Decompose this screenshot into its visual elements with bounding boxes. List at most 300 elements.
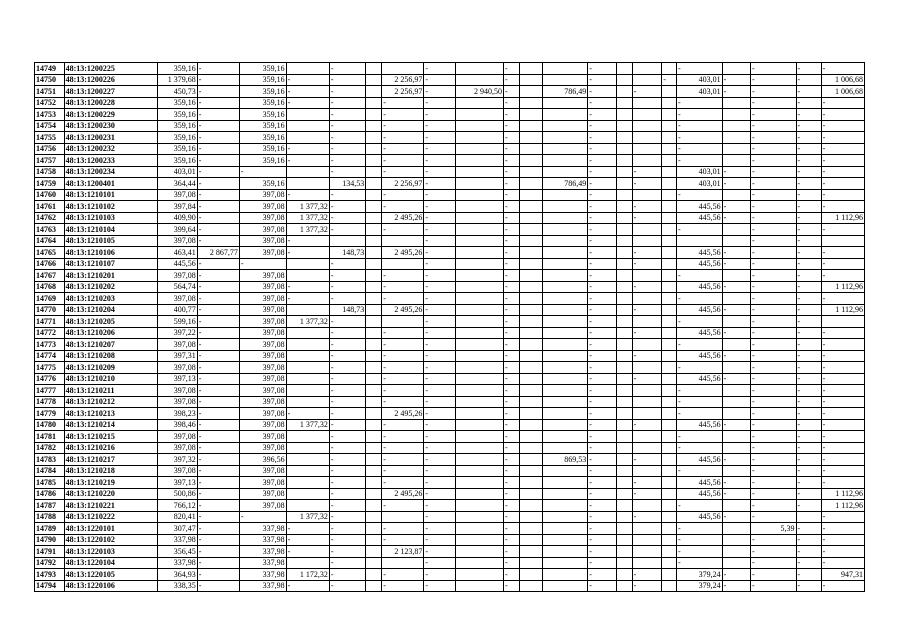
row-id-cell: 14793 (35, 569, 65, 581)
value-cell (616, 408, 632, 420)
value-cell (456, 120, 504, 132)
value-cell (456, 569, 504, 581)
value-cell: - (286, 155, 329, 167)
value-cell: - (424, 293, 456, 305)
value-cell (632, 523, 662, 535)
value-cell: - (329, 488, 365, 500)
value-cell (519, 212, 542, 224)
value-cell (519, 327, 542, 339)
value-cell (722, 385, 750, 397)
value-cell (632, 97, 662, 109)
value-cell: - (286, 86, 329, 98)
value-cell: - (751, 477, 797, 489)
value-cell (456, 247, 504, 259)
value-cell: - (424, 270, 456, 282)
table-row (35, 109, 865, 121)
value-cell: - (821, 120, 864, 132)
value-cell: - (751, 258, 797, 270)
value-cell: - (751, 63, 797, 75)
value-cell: - (329, 396, 365, 408)
value-cell: 1 377,32 (286, 212, 329, 224)
value-cell: - (677, 500, 723, 512)
value-cell: - (821, 258, 864, 270)
value-cell (616, 189, 632, 201)
value-cell: 786,49 (542, 86, 588, 98)
value-cell: - (197, 293, 239, 305)
value-cell (662, 500, 677, 512)
value-cell (519, 546, 542, 558)
value-cell: - (382, 189, 424, 201)
value-cell: - (677, 408, 723, 420)
value-cell: - (796, 477, 821, 489)
value-cell: - (197, 132, 239, 144)
row-id-cell: 14792 (35, 557, 65, 569)
value-cell (616, 511, 632, 523)
value-cell: - (197, 258, 239, 270)
value-cell: - (588, 511, 616, 523)
value-cell: - (588, 500, 616, 512)
value-cell: - (722, 86, 750, 98)
value-cell (632, 120, 662, 132)
value-cell (632, 293, 662, 305)
value-cell: - (751, 178, 797, 190)
value-cell (632, 235, 662, 247)
value-cell: - (286, 247, 329, 259)
value-cell: - (722, 373, 750, 385)
row-id-cell: 14789 (35, 523, 65, 535)
value-cell: - (504, 546, 520, 558)
value-cell: - (382, 109, 424, 121)
value-cell: - (329, 327, 365, 339)
value-cell: - (329, 523, 365, 535)
value-cell (542, 339, 588, 351)
value-cell: - (382, 465, 424, 477)
value-cell: - (504, 155, 520, 167)
value-cell: 359,16 (239, 178, 286, 190)
row-id-cell: 14749 (35, 63, 65, 75)
value-cell: - (382, 523, 424, 535)
row-id-cell: 14791 (35, 546, 65, 558)
cadastral-number-cell: 48:13:1220103 (64, 546, 157, 558)
cadastral-number-cell: 48:13:1200228 (64, 97, 157, 109)
value-cell: - (796, 143, 821, 155)
value-cell: - (796, 74, 821, 86)
value-cell (662, 201, 677, 213)
value-cell (542, 63, 588, 75)
value-cell (519, 511, 542, 523)
value-cell: 397,08 (239, 293, 286, 305)
value-cell: - (424, 523, 456, 535)
value-cell: - (751, 580, 797, 592)
cadastral-number-cell: 48:13:1210207 (64, 339, 157, 351)
cadastral-number-cell: 48:13:1210107 (64, 258, 157, 270)
value-cell: - (588, 109, 616, 121)
value-cell: - (329, 500, 365, 512)
row-id-cell: 14778 (35, 396, 65, 408)
value-cell (519, 189, 542, 201)
value-cell: - (424, 224, 456, 236)
value-cell (677, 235, 723, 247)
value-cell (519, 569, 542, 581)
value-cell (366, 431, 382, 443)
value-cell: 397,08 (239, 500, 286, 512)
value-cell (366, 166, 382, 178)
value-cell: - (588, 396, 616, 408)
value-cell: - (382, 534, 424, 546)
value-cell: - (382, 166, 424, 178)
value-cell (662, 339, 677, 351)
value-cell (542, 488, 588, 500)
table-row (35, 304, 865, 316)
cadastral-number-cell: 48:13:1220105 (64, 569, 157, 581)
value-cell (456, 74, 504, 86)
cadastral-number-cell: 48:13:1210208 (64, 350, 157, 362)
value-cell (366, 454, 382, 466)
value-cell: 2 256,97 (382, 86, 424, 98)
value-cell: - (382, 362, 424, 374)
value-cell: - (588, 270, 616, 282)
value-cell: - (751, 304, 797, 316)
table-row (35, 396, 865, 408)
value-cell: - (197, 534, 239, 546)
value-cell (542, 74, 588, 86)
value-cell: - (677, 63, 723, 75)
value-cell: - (588, 316, 616, 328)
value-cell: - (796, 523, 821, 535)
cadastral-number-cell: 48:13:1210103 (64, 212, 157, 224)
value-cell: - (677, 385, 723, 397)
value-cell (286, 109, 329, 121)
value-cell (616, 178, 632, 190)
value-cell (616, 546, 632, 558)
row-id-cell: 14772 (35, 327, 65, 339)
value-cell (662, 580, 677, 592)
value-cell (542, 500, 588, 512)
value-cell: 445,56 (677, 511, 723, 523)
value-cell (366, 235, 382, 247)
value-cell: - (286, 143, 329, 155)
value-cell: 337,98 (239, 546, 286, 558)
value-cell: - (588, 74, 616, 86)
table-row (35, 339, 865, 351)
cadastral-number-cell: 48:13:1200229 (64, 109, 157, 121)
value-cell (722, 224, 750, 236)
value-cell: - (677, 523, 723, 535)
value-cell (632, 534, 662, 546)
value-cell (382, 258, 424, 270)
table-row (35, 523, 865, 535)
value-cell (456, 166, 504, 178)
value-cell (519, 293, 542, 305)
value-cell: - (424, 281, 456, 293)
value-cell: - (722, 569, 750, 581)
value-cell (366, 477, 382, 489)
value-cell (662, 396, 677, 408)
value-cell (366, 120, 382, 132)
cadastral-number-cell: 48:13:1210215 (64, 431, 157, 443)
value-cell: - (329, 212, 365, 224)
value-cell: - (329, 362, 365, 374)
value-cell: - (588, 373, 616, 385)
value-cell (519, 224, 542, 236)
row-id-cell: 14770 (35, 304, 65, 316)
value-cell: - (588, 431, 616, 443)
value-cell (456, 396, 504, 408)
row-id-cell: 14750 (35, 74, 65, 86)
value-cell: 397,08 (239, 362, 286, 374)
value-cell: - (751, 120, 797, 132)
value-cell: - (424, 385, 456, 397)
value-cell: - (796, 465, 821, 477)
value-cell: 2 256,97 (382, 178, 424, 190)
value-cell: - (751, 511, 797, 523)
value-cell (632, 63, 662, 75)
value-cell: - (796, 327, 821, 339)
value-cell: - (751, 212, 797, 224)
value-cell: - (751, 419, 797, 431)
value-cell: 379,24 (677, 580, 723, 592)
value-cell: - (722, 304, 750, 316)
value-cell: 450,73 (157, 86, 197, 98)
value-cell (542, 120, 588, 132)
value-cell: - (588, 523, 616, 535)
value-cell: - (796, 373, 821, 385)
value-cell: - (821, 523, 864, 535)
value-cell (722, 362, 750, 374)
row-id-cell: 14780 (35, 419, 65, 431)
cadastral-number-cell: 48:13:1220104 (64, 557, 157, 569)
value-cell: - (821, 201, 864, 213)
value-cell (519, 442, 542, 454)
value-cell: - (329, 86, 365, 98)
value-cell (519, 500, 542, 512)
value-cell: - (821, 132, 864, 144)
value-cell (632, 442, 662, 454)
value-cell: - (197, 270, 239, 282)
value-cell: - (329, 155, 365, 167)
row-id-cell: 14751 (35, 86, 65, 98)
value-cell: - (504, 396, 520, 408)
value-cell: 134,53 (329, 178, 365, 190)
value-cell: - (821, 465, 864, 477)
value-cell: - (329, 408, 365, 420)
value-cell: - (677, 339, 723, 351)
value-cell (286, 385, 329, 397)
value-cell: - (382, 281, 424, 293)
value-cell (632, 189, 662, 201)
table-row (35, 143, 865, 155)
value-cell: - (632, 166, 662, 178)
value-cell: - (751, 488, 797, 500)
value-cell: - (286, 534, 329, 546)
value-cell (456, 201, 504, 213)
value-cell: 445,56 (677, 419, 723, 431)
value-cell: - (588, 534, 616, 546)
value-cell: - (677, 431, 723, 443)
value-cell: - (751, 316, 797, 328)
value-cell: 1 377,32 (286, 511, 329, 523)
value-cell: - (329, 316, 365, 328)
value-cell (519, 281, 542, 293)
value-cell (616, 580, 632, 592)
value-cell (366, 178, 382, 190)
value-cell: - (821, 109, 864, 121)
value-cell: - (677, 316, 723, 328)
value-cell: - (286, 580, 329, 592)
value-cell: - (329, 534, 365, 546)
value-cell: 359,16 (239, 63, 286, 75)
value-cell (456, 304, 504, 316)
value-cell (366, 270, 382, 282)
cadastral-number-cell: 48:13:1210105 (64, 235, 157, 247)
value-cell (616, 316, 632, 328)
value-cell: - (722, 350, 750, 362)
value-cell: - (197, 396, 239, 408)
value-cell: - (632, 419, 662, 431)
value-cell: - (504, 500, 520, 512)
value-cell: - (286, 408, 329, 420)
value-cell (286, 488, 329, 500)
value-cell: 397,08 (239, 442, 286, 454)
value-cell: - (751, 385, 797, 397)
value-cell: 337,98 (239, 569, 286, 581)
value-cell: - (722, 201, 750, 213)
value-cell (662, 511, 677, 523)
value-cell: - (796, 120, 821, 132)
table-row (35, 408, 865, 420)
value-cell (662, 465, 677, 477)
value-cell: 399,64 (157, 224, 197, 236)
value-cell: - (677, 396, 723, 408)
row-id-cell: 14754 (35, 120, 65, 132)
value-cell (456, 419, 504, 431)
cadastral-number-cell: 48:13:1210104 (64, 224, 157, 236)
value-cell (616, 132, 632, 144)
value-cell: - (751, 281, 797, 293)
data-table (34, 62, 865, 592)
value-cell: - (632, 580, 662, 592)
value-cell: - (329, 580, 365, 592)
value-cell: 445,56 (677, 258, 723, 270)
value-cell: - (796, 500, 821, 512)
value-cell (286, 304, 329, 316)
value-cell: 403,01 (677, 74, 723, 86)
value-cell (616, 74, 632, 86)
value-cell: 445,56 (677, 477, 723, 489)
value-cell (519, 63, 542, 75)
value-cell (662, 166, 677, 178)
value-cell: 337,98 (157, 557, 197, 569)
value-cell: - (632, 350, 662, 362)
value-cell: - (821, 270, 864, 282)
value-cell (286, 465, 329, 477)
value-cell: 445,56 (677, 201, 723, 213)
cadastral-number-cell: 48:13:1200227 (64, 86, 157, 98)
value-cell: - (821, 546, 864, 558)
value-cell (329, 235, 365, 247)
value-cell (616, 488, 632, 500)
value-cell: - (382, 396, 424, 408)
value-cell (616, 431, 632, 443)
value-cell: - (197, 304, 239, 316)
row-id-cell: 14779 (35, 408, 65, 420)
value-cell: - (751, 534, 797, 546)
value-cell (662, 327, 677, 339)
value-cell: - (588, 477, 616, 489)
value-cell: - (329, 258, 365, 270)
value-cell: - (796, 86, 821, 98)
value-cell: - (751, 373, 797, 385)
value-cell: 397,08 (157, 362, 197, 374)
value-cell: - (821, 293, 864, 305)
cadastral-number-cell: 48:13:1210214 (64, 419, 157, 431)
value-cell: 338,35 (157, 580, 197, 592)
value-cell: 359,16 (157, 143, 197, 155)
value-cell (616, 109, 632, 121)
value-cell (662, 132, 677, 144)
value-cell: - (662, 74, 677, 86)
value-cell: - (329, 132, 365, 144)
table-row (35, 454, 865, 466)
value-cell: - (424, 500, 456, 512)
value-cell: - (329, 97, 365, 109)
value-cell: - (588, 419, 616, 431)
row-id-cell: 14767 (35, 270, 65, 282)
value-cell: 1 006,68 (821, 86, 864, 98)
value-cell: 397,08 (239, 316, 286, 328)
value-cell: 2 495,26 (382, 304, 424, 316)
value-cell (542, 235, 588, 247)
value-cell (456, 408, 504, 420)
value-cell: - (588, 201, 616, 213)
value-cell: - (632, 327, 662, 339)
value-cell: - (424, 396, 456, 408)
value-cell: - (424, 431, 456, 443)
row-id-cell: 14782 (35, 442, 65, 454)
value-cell: - (588, 546, 616, 558)
value-cell (366, 224, 382, 236)
value-cell (662, 155, 677, 167)
value-cell (456, 281, 504, 293)
value-cell: - (197, 580, 239, 592)
value-cell: - (504, 212, 520, 224)
value-cell (722, 339, 750, 351)
value-cell (662, 557, 677, 569)
value-cell (821, 235, 864, 247)
value-cell (632, 270, 662, 282)
value-cell (542, 327, 588, 339)
value-cell: - (329, 74, 365, 86)
value-cell (366, 362, 382, 374)
table-row (35, 189, 865, 201)
value-cell: - (329, 569, 365, 581)
cadastral-number-cell: 48:13:1200225 (64, 63, 157, 75)
value-cell (456, 212, 504, 224)
value-cell (542, 396, 588, 408)
value-cell (366, 511, 382, 523)
value-cell (662, 316, 677, 328)
value-cell: - (329, 511, 365, 523)
value-cell: - (197, 454, 239, 466)
value-cell: - (329, 281, 365, 293)
value-cell (632, 316, 662, 328)
value-cell: - (722, 454, 750, 466)
value-cell: - (197, 511, 239, 523)
cadastral-number-cell: 48:13:1210106 (64, 247, 157, 259)
table-row (35, 373, 865, 385)
value-cell (616, 212, 632, 224)
value-cell: 400,77 (157, 304, 197, 316)
